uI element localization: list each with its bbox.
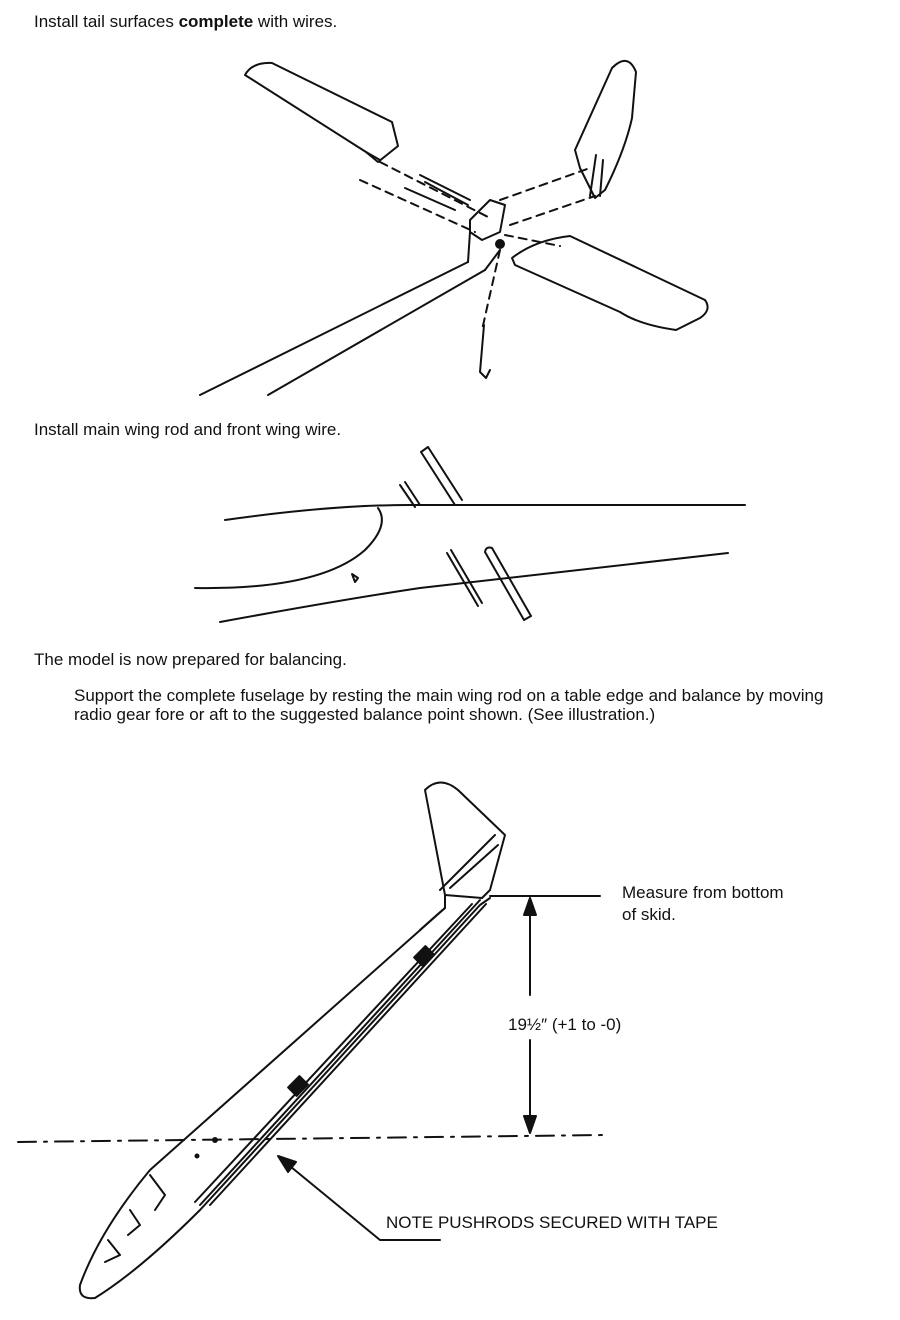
step1-text-bold: complete [178,12,254,31]
tail-mount [470,200,505,240]
wing-rod-illustration [0,440,900,640]
measure-label-line1: Measure from bottom [622,883,784,902]
step1-text [34,12,337,31]
balance-illustration [0,760,900,1320]
balance-fin [425,783,505,899]
pushrod-2 [195,904,472,1202]
step2-text: Install main wing rod and front wing wire. [34,420,342,439]
fuselage-boom-top [200,262,468,395]
front-wing-wire-lower [447,550,482,606]
vertical-fin [575,61,636,198]
measure-label-line2: of skid. [622,905,676,924]
fuselage-outline-top [225,505,745,520]
left-stabilizer [245,63,398,162]
pushrod-note: NOTE PUSHRODS SECURED WITH TAPE [386,1213,718,1232]
step1-text-before: Install tail surfaces [34,12,179,31]
step1-text-after: with wires. [253,12,338,31]
main-wing-rod-lower [485,548,531,621]
pushrod-3 [210,904,486,1205]
balance-instruction: Support the complete fuselage by resting the main wing rod on a table edge and balance by moving radio gear fore or aft to the suggested balance point shown. (See illustration.) [74,686,824,724]
fuselage-boom-bottom [268,270,485,395]
main-wing-rod-upper [421,447,462,505]
dimension-label: 19½″ (+1 to -0) [508,1015,622,1034]
pushrod-1 [200,900,480,1205]
front-wing-wire-upper [400,482,420,507]
step3-text: The model is now prepared for balancing. [34,650,347,669]
tail-surfaces-illustration [0,40,900,410]
table-edge-line [18,1135,605,1142]
right-stabilizer [512,236,708,330]
